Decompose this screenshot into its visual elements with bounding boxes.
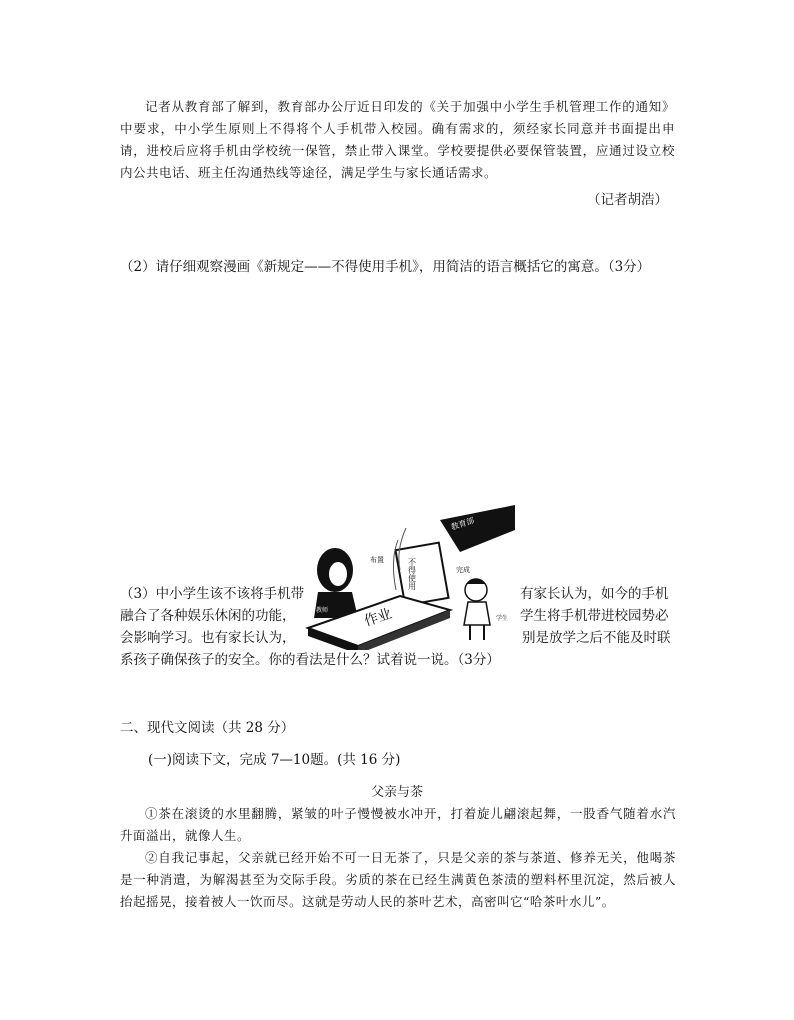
- question-3-line-1b: 有家长认为，如今的手机: [520, 586, 669, 602]
- finish-label: 完成: [456, 566, 470, 574]
- student-body: [464, 602, 490, 625]
- cartoon-illustration: [300, 500, 520, 650]
- teacher-label: 教师: [316, 607, 329, 614]
- homework-label: 作业: [362, 605, 394, 630]
- reporter-signature: （记者胡浩）: [587, 192, 668, 208]
- section-heading: 二、现代文阅读（共 28 分）: [120, 720, 295, 736]
- notice-label: 不得使用: [407, 558, 417, 590]
- question-3-line-2: 融合了各种娱乐休闲的功能，: [120, 608, 296, 624]
- article-title: 父亲与茶: [370, 785, 423, 800]
- article-paragraph-1: ①茶在滚烫的水里翻腾，紧皱的叶子慢慢被水冲开，打着旋儿翩滚起舞，一股香气随着水汽升面溢出，就像人生。: [120, 806, 676, 843]
- question-3-line-3b: 别是放学之后不能及时联: [522, 630, 671, 646]
- question-3-line-2b: 学生将手机带进校园势必: [520, 608, 669, 624]
- ministry-label: 教育部: [449, 515, 476, 532]
- subsection-heading: (一)阅读下文，完成 7—10题。(共 16 分): [148, 752, 401, 768]
- news-paragraph: 记者从教育部了解到，教育部办公厅近日印发的《关于加强中小学生手机管理工作的通知》中要求，中小学生原则上不得将个人手机带入校园。确有需求的，须经家长同意并书面提出申请，进校后应将手机由学校统一保管，禁止带入课堂。学校要提供必要保管装置，应通过设立校内公共电话、班主任沟通热线等途径，满足学生与家长通话需求。: [120, 99, 675, 180]
- question-3-line-3: 会影响学习。也有家长认为，: [120, 630, 296, 646]
- question-3-line-1: （3）中小学生该不该将手机带: [120, 586, 305, 602]
- assign-label: 布置: [370, 556, 384, 564]
- article-paragraph-2: ②自我记事起，父亲就已经开始不可一日无茶了，只是父亲的茶与茶道、修养无关，他喝茶是一种消遣，为解渴甚至为交际手段。劣质的茶在已经生满黄色茶渍的塑料杯里沉淀，然后被人抬起摇晃，接着被人一饮而尽。这就是劳动人民的茶叶艺术，高密叫它“哈茶叶水儿”。: [120, 850, 676, 909]
- student-label: 学生: [496, 615, 509, 622]
- question-3-line-4: 系孩子确保孩子的安全。你的看法是什么？试着说一说。（3分）: [120, 652, 500, 668]
- question-2: （2）请仔细观察漫画《新规定——不得使用手机》，用简洁的语言概括它的寓意。（3分）: [120, 259, 651, 275]
